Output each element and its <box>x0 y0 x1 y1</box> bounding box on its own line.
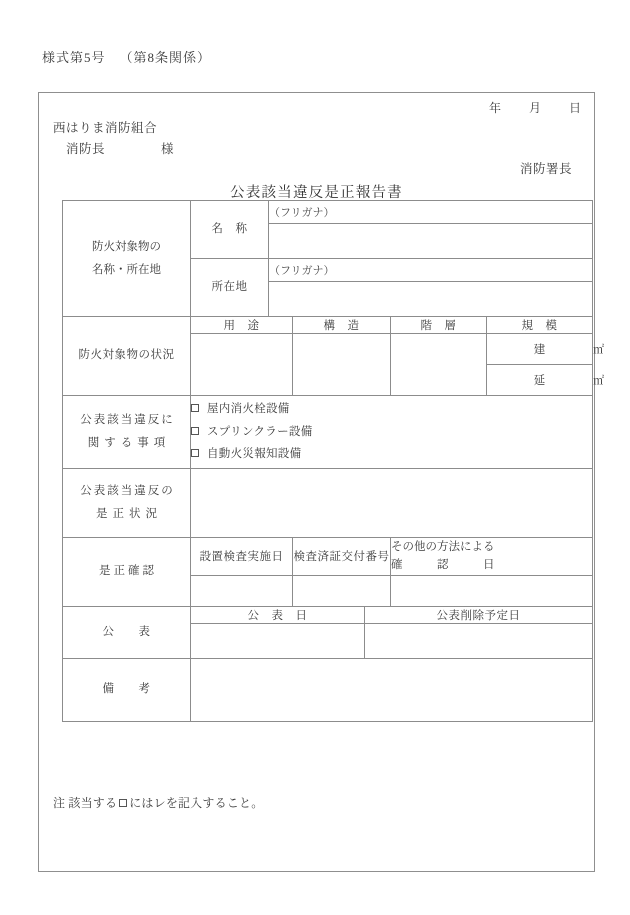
cell-building-info-label <box>63 201 191 317</box>
note-prefix: 注 <box>53 796 66 810</box>
date-month-label: 月 <box>528 101 541 115</box>
field-structure[interactable] <box>293 334 391 396</box>
cell-correction-check-label: 是正確認 <box>63 538 191 607</box>
colhead-use: 用 途 <box>191 317 293 334</box>
colhead-floors: 階 層 <box>391 317 487 334</box>
colhead-other-method <box>391 538 593 576</box>
field-building-name[interactable] <box>269 224 593 259</box>
form-outer-frame <box>38 92 605 872</box>
cell-violation-items-label <box>63 396 191 469</box>
correction-status-label-line2: 是正状況 <box>96 508 162 520</box>
cell-remarks-label: 備 考 <box>63 658 191 721</box>
unit-square-meter-building: ㎡ <box>593 344 605 356</box>
note-text-after: にはレを記入すること。 <box>129 796 264 810</box>
building-info-label-line2: 名称・所在地 <box>92 263 161 276</box>
table-row-building-name-furigana <box>63 201 593 224</box>
checkbox-row-fire-alarm[interactable] <box>191 443 592 465</box>
note-text-before: 該当する <box>68 796 118 810</box>
field-publish-date[interactable] <box>191 623 365 658</box>
table-row-correction-check-header <box>63 538 593 576</box>
signer-title: 消防署長 <box>519 162 572 176</box>
recipient-line <box>66 139 174 157</box>
cell-building-status-label: 防火対象物の状況 <box>63 317 191 396</box>
field-building-address[interactable] <box>269 282 593 317</box>
form-note <box>53 794 263 811</box>
field-floors[interactable] <box>391 334 487 396</box>
checkbox-row-indoor-hydrant[interactable] <box>191 398 592 420</box>
recipient-title: 消防長 <box>66 142 106 156</box>
colhead-scale: 規 模 <box>487 317 593 334</box>
violation-items-label-line2: 関する事項 <box>87 437 171 449</box>
document-title: 公表該当違反是正報告書 <box>230 185 403 201</box>
note-checkbox-icon <box>119 799 127 807</box>
cell-address-label: 所在地 <box>191 259 269 317</box>
violation-items-label-line1: 公表該当違反に <box>80 414 175 426</box>
table-row-violation-items <box>63 396 593 469</box>
table-row-status-header <box>63 317 593 334</box>
organization-name: 西はりま消防組合 <box>53 121 158 135</box>
cell-name-label: 名 称 <box>191 201 269 259</box>
checkbox-label-indoor-hydrant: 屋内消火栓設備 <box>207 403 290 416</box>
form-number-heading <box>42 47 211 66</box>
colhead-other-method-line2: 確 認 日 <box>391 559 495 572</box>
form-number-reference: （第8条関係） <box>119 50 212 65</box>
cell-address-furigana: （フリガナ） <box>269 259 593 282</box>
unit-square-meter-total: ㎡ <box>593 375 605 387</box>
date-year-label: 年 <box>488 101 501 115</box>
table-row-correction-status <box>63 469 593 538</box>
field-correction-status[interactable] <box>191 469 593 538</box>
building-info-label-line1: 防火対象物の <box>92 240 161 253</box>
checkbox-sprinkler-icon[interactable] <box>191 427 199 435</box>
cell-violation-options <box>191 396 593 469</box>
checkbox-indoor-hydrant-icon[interactable] <box>191 404 199 412</box>
correction-status-label-line1: 公表該当違反の <box>80 485 175 497</box>
checkbox-row-sprinkler[interactable] <box>191 421 592 443</box>
colhead-publish-date: 公 表 日 <box>191 606 365 623</box>
cell-name-furigana: （フリガナ） <box>269 201 593 224</box>
table-row-remarks <box>63 658 593 721</box>
field-certificate-number[interactable] <box>293 575 391 606</box>
colhead-other-method-line1: その他の方法による <box>391 541 495 553</box>
report-form-table <box>62 200 605 722</box>
field-inspection-date[interactable] <box>191 575 293 606</box>
field-use[interactable] <box>191 334 293 396</box>
field-remarks[interactable] <box>191 658 593 721</box>
colhead-certificate-number: 検査済証交付番号 <box>293 538 391 576</box>
colhead-inspection-date: 設置検査実施日 <box>191 538 293 576</box>
colhead-removal-date: 公表削除予定日 <box>365 606 593 623</box>
cell-publication-label: 公 表 <box>63 606 191 658</box>
checkbox-label-fire-alarm: 自動火災報知設備 <box>207 448 302 461</box>
field-other-method-date[interactable] <box>391 575 593 606</box>
colhead-structure: 構 造 <box>293 317 391 334</box>
cell-correction-status-label <box>63 469 191 538</box>
field-removal-date[interactable] <box>365 623 593 658</box>
date-day-label: 日 <box>568 101 581 115</box>
table-row-publication-header <box>63 606 593 623</box>
checkbox-fire-alarm-icon[interactable] <box>191 449 199 457</box>
checkbox-label-sprinkler: スプリンクラー設備 <box>207 425 313 438</box>
form-number-code: 様式第5号 <box>42 50 106 65</box>
cell-scale-total-label: 延 <box>487 365 593 396</box>
recipient-honorific: 様 <box>161 142 175 156</box>
cell-scale-building-label: 建 <box>487 334 593 365</box>
date-line <box>489 99 581 116</box>
